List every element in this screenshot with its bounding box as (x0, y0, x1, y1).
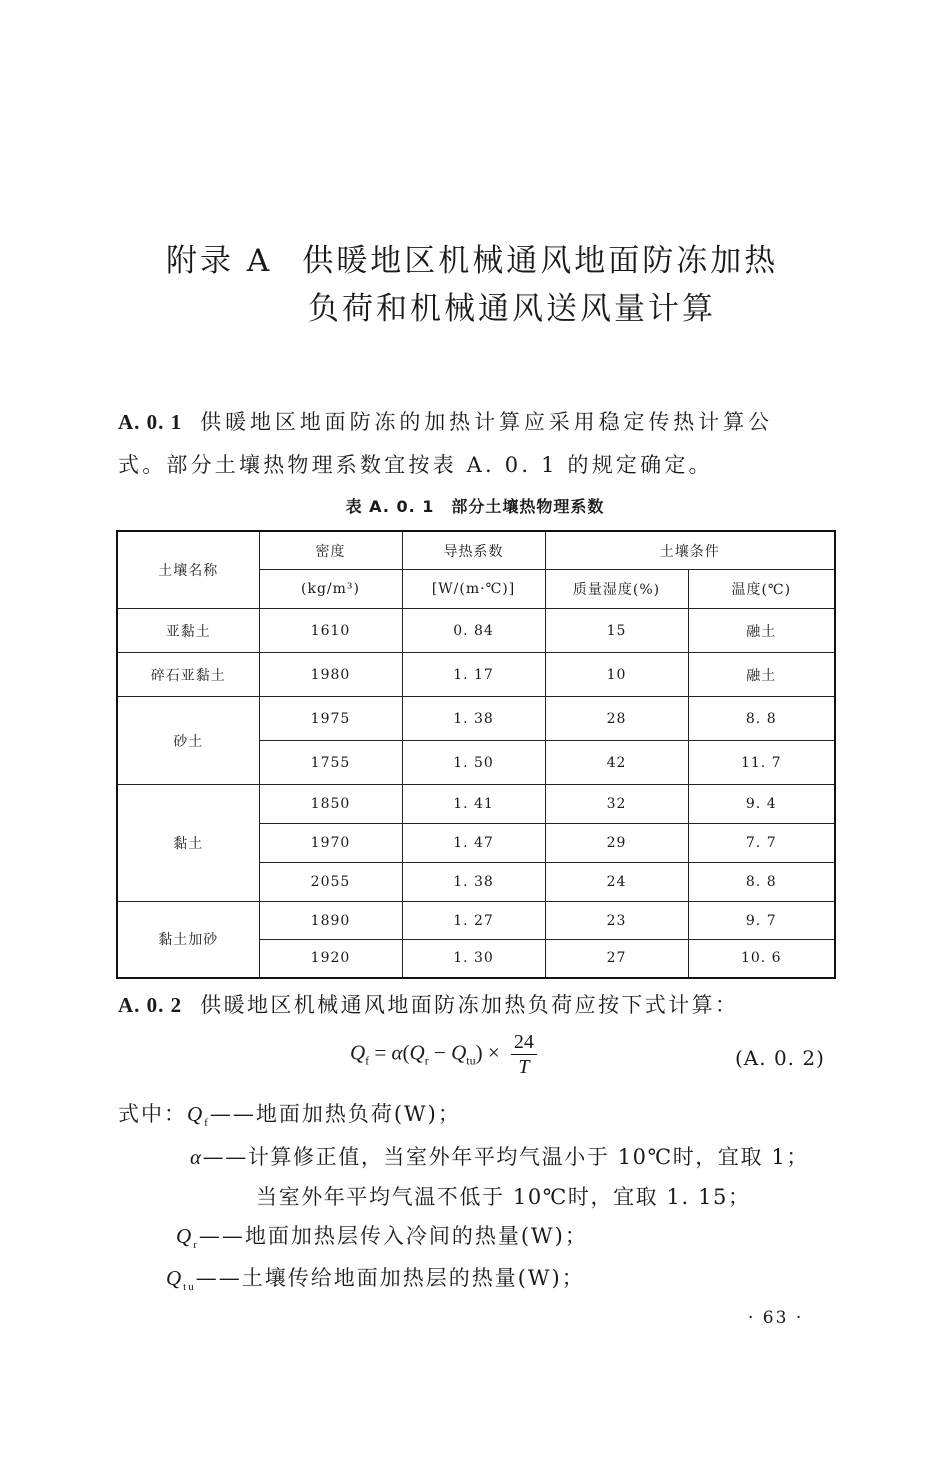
cell-density: 1920 (259, 940, 402, 978)
def-qf-text: ——地面加热负荷(W)； (209, 1102, 461, 1126)
definitions-lead: 式中： (118, 1102, 187, 1126)
cell-density: 2055 (259, 863, 402, 902)
cell-conductivity: 1. 17 (402, 653, 545, 697)
cell-temperature: 8. 8 (688, 863, 835, 902)
formula-number: (A. 0. 2) (735, 1046, 825, 1070)
appendix-title-line-1 (166, 243, 779, 279)
cell-humidity: 28 (545, 697, 688, 741)
cell-density: 1890 (259, 902, 402, 940)
def-qtu-text: ——土壤传给地面加热层的热量(W)； (195, 1266, 585, 1290)
formula-qtu-sub: tu (466, 1053, 476, 1068)
formula-times: × (482, 1040, 505, 1065)
formula-a02 (350, 1030, 537, 1079)
cell-conductivity: 1. 38 (402, 863, 545, 902)
cell-humidity: 32 (545, 785, 688, 824)
cell-temperature: 9. 4 (688, 785, 835, 824)
cell-humidity: 42 (545, 741, 688, 785)
cell-density: 1755 (259, 741, 402, 785)
cell-temperature: 融土 (688, 609, 835, 653)
cell-conductivity: 1. 30 (402, 940, 545, 978)
formula-fraction (511, 1030, 537, 1079)
cell-conductivity: 0. 84 (402, 609, 545, 653)
header-soil-condition: 土壤条件 (545, 531, 835, 570)
header-conductivity-unit: [W/(m·℃)] (402, 570, 545, 609)
cell-conductivity: 1. 50 (402, 741, 545, 785)
cell-conductivity: 1. 38 (402, 697, 545, 741)
formula-qr-sub: r (424, 1053, 429, 1068)
clause-a01-text-1: 供暖地区地面防冻的加热计算应采用稳定传热计算公 (200, 410, 773, 434)
header-temperature: 温度(℃) (688, 570, 835, 609)
cell-temperature: 11. 7 (688, 741, 835, 785)
cell-temperature: 8. 8 (688, 697, 835, 741)
cell-temperature: 9. 7 (688, 902, 835, 940)
def-qtu-symbol (166, 1266, 196, 1294)
formula-alpha: α (391, 1040, 403, 1065)
clause-a02-text: 供暖地区机械通风地面防冻加热负荷应按下式计算： (200, 993, 739, 1017)
def-alpha-text-2: 当室外年平均气温不低于 10℃时，宜取 1. 15； (256, 1185, 751, 1209)
def-qr-text: ——地面加热层传入冷间的热量(W)； (198, 1224, 588, 1248)
cell-density: 1980 (259, 653, 402, 697)
def-qr-symbol (176, 1224, 199, 1252)
cell-humidity: 23 (545, 902, 688, 940)
cell-temperature: 融土 (688, 653, 835, 697)
header-density: 密度 (259, 531, 402, 570)
cell-humidity: 15 (545, 609, 688, 653)
def-alpha-symbol: α (190, 1145, 203, 1169)
cell-density: 1975 (259, 697, 402, 741)
table-caption: 表 A. 0. 1 部分土壤热物理系数 (345, 497, 605, 516)
appendix-title-line-2: 负荷和机械通风送风量计算 (308, 291, 716, 327)
clause-a02-number: A. 0. 2 (118, 993, 183, 1017)
table-row (117, 785, 835, 824)
def-qf-symbol (187, 1102, 210, 1130)
def-alpha-text-1: ——计算修正值，当室外年平均气温小于 10℃时，宜取 1； (202, 1145, 809, 1169)
table-row (117, 609, 835, 653)
cell-conductivity: 1. 47 (402, 824, 545, 863)
clause-a02-line (118, 995, 738, 1016)
cell-name: 碎石亚黏土 (117, 653, 259, 697)
def-qr-letter: Q (176, 1224, 194, 1248)
table-row (117, 653, 835, 697)
formula-qr: Q (409, 1040, 425, 1065)
cell-temperature: 10. 6 (688, 940, 835, 978)
cell-name: 砂土 (117, 697, 259, 785)
cell-conductivity: 1. 27 (402, 902, 545, 940)
table-row (117, 902, 835, 940)
def-qf-letter: Q (187, 1102, 205, 1126)
definition-qf (118, 1104, 461, 1129)
cell-humidity: 27 (545, 940, 688, 978)
clause-a01-number: A. 0. 1 (118, 410, 183, 434)
cell-name: 黏土加砂 (117, 902, 259, 978)
header-soil-name: 土壤名称 (117, 531, 259, 609)
cell-conductivity: 1. 41 (402, 785, 545, 824)
cell-density: 1850 (259, 785, 402, 824)
cell-humidity: 24 (545, 863, 688, 902)
cell-name: 黏土 (117, 785, 259, 902)
def-qtu-sub: tu (183, 1281, 196, 1294)
definition-alpha (190, 1147, 809, 1168)
formula-denominator: T (518, 1056, 530, 1078)
cell-name: 亚黏土 (117, 609, 259, 653)
def-qf-sub: f (204, 1117, 210, 1130)
cell-density: 1610 (259, 609, 402, 653)
definition-qr (176, 1226, 588, 1251)
appendix-title-text: 供暖地区机械通风地面防冻加热 (302, 243, 779, 279)
clause-a01-line-2: 式。部分土壤热物理系数宜按表 A. 0. 1 的规定确定。 (118, 453, 713, 477)
definition-qtu (166, 1268, 585, 1293)
clause-a01-line-1 (118, 412, 773, 433)
formula-minus: − (428, 1040, 452, 1065)
cell-humidity: 10 (545, 653, 688, 697)
header-density-unit: (kg/m³) (259, 570, 402, 609)
header-humidity: 质量湿度(%) (545, 570, 688, 609)
formula-qf-sub: f (365, 1053, 370, 1068)
page-number: · 63 · (748, 1308, 804, 1328)
def-qr-sub: r (193, 1239, 199, 1252)
formula-qf: Q (350, 1040, 366, 1065)
formula-qtu: Q (451, 1040, 467, 1065)
formula-open-paren: ( (402, 1040, 410, 1065)
cell-humidity: 29 (545, 824, 688, 863)
table-row (117, 697, 835, 741)
soil-thermal-table (116, 530, 836, 979)
formula-numerator: 24 (511, 1030, 537, 1055)
def-qtu-letter: Q (166, 1266, 184, 1290)
header-conductivity: 导热系数 (402, 531, 545, 570)
appendix-code: 附录 A (166, 243, 273, 279)
cell-temperature: 7. 7 (688, 824, 835, 863)
cell-density: 1970 (259, 824, 402, 863)
formula-close-paren: ) (475, 1040, 483, 1065)
formula-equals: = (369, 1040, 392, 1065)
